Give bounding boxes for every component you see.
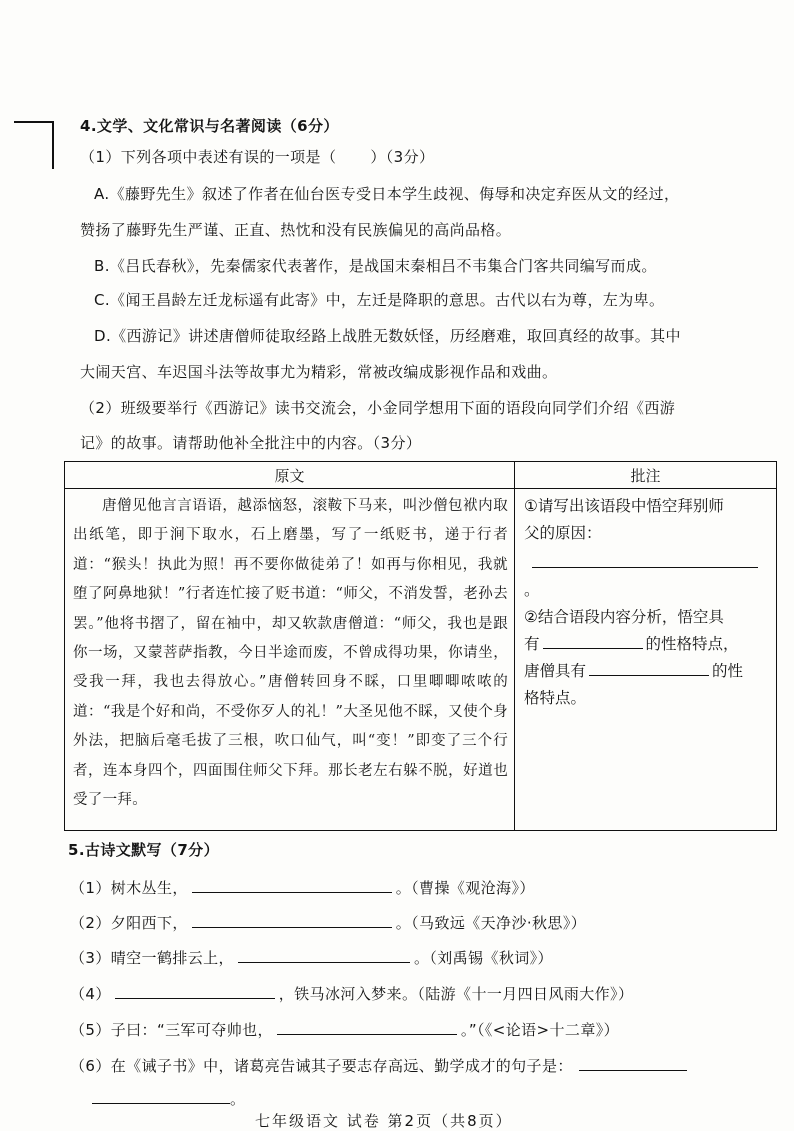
dictation-item-4-blank[interactable]	[115, 982, 275, 999]
dictation-item-1-source: 。（曹操《观沧海》）	[395, 879, 535, 897]
option-c: C.《闻王昌龄左迁龙标遥有此寄》中，左迁是降职的意思。古代以右为尊，左为卑。	[94, 291, 665, 309]
dictation-item-3-blank[interactable]	[238, 946, 410, 963]
annotation-1-end: 。	[524, 581, 540, 599]
dictation-item-2-source: 。（马致远《天净沙·秋思》）	[395, 914, 587, 932]
annotation-2-line-1: ②结合语段内容分析，悟空具	[524, 608, 724, 626]
dictation-item-2-blank[interactable]	[192, 911, 392, 928]
original-text-passage: 唐僧见他言言语语，越添恼怒，滚鞍下马来，叫沙僧包袱内取出纸笔，即于涧下取水，石上磨墨，写了一纸贬书，递于行者道：“猴头！执此为照！再不要你做徒弟了！如再与你相见，我就堕了阿鼻地狱！”行者连忙接了贬书道：“师父，不消发誓，老孙去罢。”他将书摺了，留在袖中，却又软款唐僧道：“师父，我也是跟你一场，又蒙菩萨指教，今日半途而废，不曾成得功果，你请坐，受我一拜，我也去得放心。”唐僧转回身不睬，口里唧唧哝哝的道：“我是个好和尚，不受你歹人的礼！”大圣见他不睬，又使个身外法，把脑后毫毛拔了三根，吹口仙气，叫“变！”即变了三个行者，连本身四个，四面围住师父下拜。那长老左右躲不脱，好道也受了一拜。	[73, 498, 508, 809]
dictation-item-5-source: 。”（《<论语>十二章》）	[460, 1021, 620, 1039]
option-b: B.《吕氏春秋》，先秦儒家代表著作，是战国末秦相吕不韦集合门客共同编写而成。	[94, 257, 657, 275]
column-header-original: 原文	[65, 462, 515, 489]
question-4-1-stem	[80, 147, 434, 167]
annotation-cell	[515, 489, 777, 831]
dictation-item-4-prompt: （4）	[70, 985, 111, 1003]
annotation-3-suffix: 的性	[712, 662, 744, 680]
dictation-item-2	[70, 911, 586, 933]
option-d-line-1: D.《西游记》讲述唐僧师徒取经路上战胜无数妖怪，历经磨难，取回真经的故事。其中	[94, 327, 681, 345]
column-header-annotation: 批注	[515, 462, 777, 489]
dictation-item-3	[70, 946, 553, 968]
dictation-item-5	[70, 1018, 619, 1040]
annotation-2-answer-blank[interactable]	[543, 632, 643, 649]
question-4-1-stem-after: ）（3分）	[370, 148, 435, 166]
page-footer: 七年级语文 试卷 第2页（共8页）	[255, 1112, 513, 1130]
question-4-2-line-2: 记》的故事。请帮助他补全批注中的内容。（3分）	[80, 434, 422, 452]
dictation-item-6	[70, 1054, 687, 1076]
dictation-item-2-prompt: （2）夕阳西下，	[70, 914, 188, 932]
binding-margin-box	[14, 121, 54, 169]
annotation-1-line-1: ①请写出该语段中悟空拜别师	[524, 497, 724, 515]
annotation-1-answer-blank[interactable]	[532, 551, 758, 568]
section-4-title: 4.文学、文化常识与名著阅读（6分）	[80, 117, 339, 135]
dictation-item-3-prompt: （3）晴空一鹤排云上，	[70, 949, 234, 967]
section-5-title: 5.古诗文默写（7分）	[68, 841, 219, 859]
annotation-1-line-2: 父的原因：	[524, 524, 602, 542]
annotation-2-suffix: 的性格特点，	[645, 635, 739, 653]
dictation-item-4	[70, 982, 633, 1004]
reading-annotation-table	[64, 461, 777, 831]
option-d-line-2: 大闹天宫、车迟国斗法等故事尤为精彩，常被改编成影视作品和戏曲。	[80, 363, 558, 381]
dictation-item-4-source: ，铁马冰河入梦来。（陆游《十一月四日风雨大作》）	[278, 985, 634, 1003]
option-a-line-1: A.《藤野先生》叙述了作者在仙台医专受日本学生歧视、侮辱和决定弃医从文的经过，	[94, 185, 680, 203]
dictation-item-6-prompt: （6）在《诫子书》中，诸葛亮告诫其子要志存高远、勤学成才的句子是：	[70, 1057, 573, 1075]
annotation-2-prefix: 有	[524, 635, 540, 653]
annotation-3-line-2: 格特点。	[524, 689, 587, 707]
original-text-cell	[65, 489, 515, 831]
dictation-item-1	[70, 876, 535, 898]
dictation-item-6-line-2	[92, 1087, 245, 1109]
dictation-item-6-end: 。	[230, 1090, 246, 1108]
option-a-line-2: 赞扬了藤野先生严谨、正直、热忱和没有民族偏见的高尚品格。	[80, 221, 512, 239]
annotation-3-answer-blank[interactable]	[589, 659, 709, 676]
dictation-item-5-blank[interactable]	[277, 1018, 457, 1035]
dictation-item-1-prompt: （1）树木丛生，	[70, 879, 188, 897]
dictation-item-6-blank-a[interactable]	[579, 1054, 687, 1071]
dictation-item-6-blank-b[interactable]	[92, 1087, 230, 1104]
dictation-item-3-source: 。（刘禹锡《秋词》）	[413, 949, 553, 967]
dictation-item-1-blank[interactable]	[192, 876, 392, 893]
dictation-item-5-prompt: （5）子曰：“三军可夺帅也，	[70, 1021, 273, 1039]
annotation-3-prefix: 唐僧具有	[524, 662, 587, 680]
question-4-1-stem-before: （1）下列各项中表述有误的一项是（	[80, 148, 337, 166]
question-4-2-line-1: （2）班级要举行《西游记》读书交流会，小金同学想用下面的语段向同学们介绍《西游	[80, 399, 676, 417]
